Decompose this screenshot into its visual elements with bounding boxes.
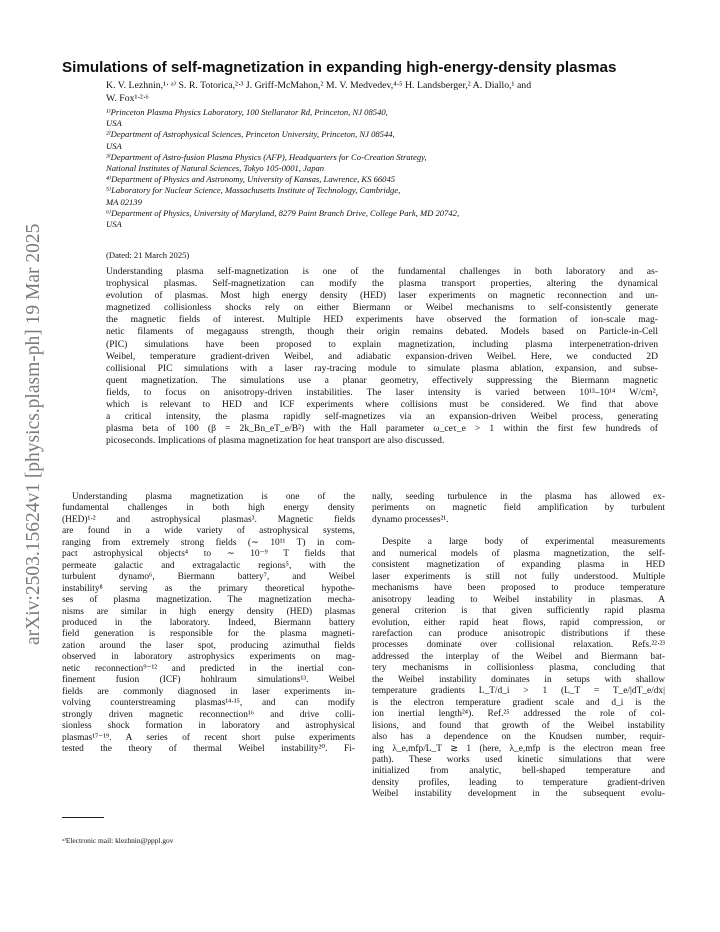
- affiliation-line: ⁶⁾Department of Physics, University of Maryland, 8279 Paint Branch Drive, College Park, MD 20742,: [106, 207, 460, 218]
- abstract-line: quent magnetization. The simulations use a planar geometry, effectively suppressing the Biermann magnetic: [106, 374, 658, 386]
- body-line: instability⁸ serving as the primary theoretical hypothe-: [62, 583, 355, 594]
- abstract-line: Understanding plasma self-magnetization is one of the fundamental challenges in both laboratory and as-: [106, 266, 658, 277]
- abstract-line: collisional PIC simulations with a laser ray-tracing module to simulate plasma ablation, expansion, and subse-: [106, 362, 658, 374]
- affiliation-line: ⁵⁾Laboratory for Nuclear Science, Massachusetts Institute of Technology, Cambridge,: [106, 185, 401, 196]
- body-line: permeate galactic and extragalactic regions⁵, with the: [62, 560, 355, 571]
- body-line: Despite a large body of experimental measurements: [382, 537, 665, 548]
- affiliation-line: ¹⁾Princeton Plasma Physics Laboratory, 100 Stellarator Rd, Princeton, NJ 08540,: [106, 107, 388, 117]
- body-line: processes dominate over collisional relaxation. Refs.²²ᐧ²³: [372, 640, 665, 651]
- body-line: lisions, and found that growth of the Weibel instability: [372, 720, 665, 731]
- paragraph-gap: [372, 526, 665, 537]
- body-column-right: [372, 492, 665, 801]
- body-line: produced in the laboratory. Indeed, Biermann battery: [62, 617, 355, 628]
- abstract-line: plasma beta of 100 (β = 2k_Bn_eT_e/B²) with the Hall parameter ω_ceτ_e > 1 within the first few hundreds of: [106, 423, 658, 435]
- body-line: observed in laboratory astrophysics experiments on mag-: [62, 652, 355, 663]
- body-line: ranging from extremely strong fields (∼ 10¹¹ T) in com-: [62, 537, 355, 548]
- body-line: nisms are similar in high energy density (HED) plasmas: [62, 606, 355, 617]
- body-line: dynamo processes²¹.: [372, 514, 449, 525]
- body-line: are found in a wide variety of astrophysical systems,: [62, 526, 355, 537]
- body-line: Weibel instability development in the subsequent evolu-: [372, 789, 665, 800]
- footnote-email: ᵃ⁾Electronic mail: klezhnin@pppl.gov: [62, 836, 174, 845]
- abstract-line: netic filaments of megagauss strength, though their origin remains debated. Models based on Particle-in-Cell: [106, 326, 658, 338]
- body-line: sionless shock formation in laboratory and astrophysical: [62, 721, 355, 732]
- body-line: finement fusion (ICF) hohlraum simulations¹³. Weibel: [62, 675, 355, 686]
- paper-title: Simulations of self-magnetization in expanding high-energy-density plasmas: [62, 59, 617, 76]
- arxiv-identifier: arXiv:2503.15624v1 [physics.plasm-ph] 19 Mar 2025: [23, 223, 44, 645]
- abstract: [106, 266, 658, 447]
- affiliation-line: ³⁾Department of Astro-fusion Plasma Physics (AFP), Headquarters for Co-Creation Strategy,: [106, 151, 427, 162]
- abstract-line: a critical intensity, the plasma rapidly self-magnetizes via an expansion-driven Weibel process, generating: [106, 411, 658, 423]
- body-line: initialized from analytic, bell-shaped temperature and: [372, 766, 665, 777]
- date-line: (Dated: 21 March 2025): [106, 250, 190, 260]
- abstract-line: trophysical plasmas. Self-magnetization can modify the plasma transport properties, altering the dynamical: [106, 278, 658, 290]
- body-column-left: [62, 492, 355, 755]
- body-line: tery mechanisms in collisionless plasma, concluding that: [372, 663, 665, 674]
- body-line: turbulent dynamo⁶, Biermann battery⁷, and Weibel: [62, 572, 355, 583]
- body-line: also has a dependence on the Knudsen number, requir-: [372, 732, 665, 743]
- body-line: rarefaction can produce anisotropic distributions if these: [372, 628, 665, 639]
- abstract-line: fields, to focus on anisotropy-driven instabilities. The laser intensity is varied between 10¹³–10¹⁴ W/cm²,: [106, 386, 658, 398]
- author-line: K. V. Lezhnin,¹ᐧ ᵃ⁾ S. R. Totorica,²ᐧ³ J. Griff-McMahon,² M. V. Medvedev,⁴ᐧ⁵ H. Landsberger,² A. Diallo,¹ and: [106, 80, 532, 91]
- body-line: consistent magnetization of expanding plasma in HED: [372, 560, 665, 571]
- abstract-line: (PIC) simulations have been proposed to explain magnetization, including plasma interpenetration-driven: [106, 338, 658, 350]
- body-line: is the electron temperature gradient scale and d_i is the: [372, 697, 665, 708]
- body-line: fields are commonly diagnosed in laser experiments in-: [62, 686, 355, 697]
- affiliation-line: ²⁾Department of Astrophysical Sciences, Princeton University, Princeton, NJ 08544,: [106, 129, 395, 140]
- body-line: zation around the laser spot, producing azimuthal fields: [62, 640, 355, 651]
- abstract-line: Weibel, temperature gradient-driven Weibel, and adiabatic expansion-driven Weibel. Here, we conducted 2D: [106, 350, 658, 362]
- body-line: netic reconnection⁹⁻¹² and predicted in the inertial con-: [62, 663, 355, 674]
- affiliation-line: MA 02139: [106, 196, 142, 207]
- abstract-line: the magnetic fields of interest. Multiple HED experiments have observed the formation of ion-scale mag-: [106, 314, 658, 326]
- author-line: W. Fox¹ᐧ²ᐧ⁶: [106, 92, 149, 104]
- body-line: path). These works used kinetic simulations that were: [372, 754, 665, 765]
- body-line: addressed the interplay of the Weibel and Biermann bat-: [372, 651, 665, 662]
- body-line: temperature gradients L_T/d_i > 1 (L_T = T_e/|dT_e/dx|: [372, 686, 665, 697]
- body-line: (HED)¹ᐧ² and astrophysical plasmas³. Magnetic fields: [62, 514, 355, 525]
- body-line: anisotropy leading to Weibel instability in plasmas. A: [372, 594, 665, 605]
- body-line: density profiles, leading to temperature gradient-driven: [372, 777, 665, 788]
- abstract-line: evolution of plasmas. Most high energy density (HED) laser experiments on magnetic reconnection and un-: [106, 290, 658, 302]
- affiliations: [106, 107, 658, 230]
- body-line: general criterion is that given sufficiently rapid plasma: [372, 606, 665, 617]
- body-line: evolution, either rapid heat flows, rapid compression, or: [372, 617, 665, 628]
- affiliation-line: National Institutes of Natural Sciences, Tokyo 105-0001, Japan: [106, 163, 325, 174]
- body-line: ses of plasma magnetization. The magnetization mecha-: [62, 595, 355, 606]
- body-line: nally, seeding turbulence in the plasma has allowed ex-: [372, 492, 665, 502]
- body-line: plasmas¹⁷⁻¹⁹. A series of recent short pulse experiments: [62, 732, 355, 743]
- abstract-line: which is relevant to HED and ICF experiments where collisions must be considered. We find that above: [106, 399, 658, 411]
- body-line: the Weibel instability dominates in setups with shallow: [372, 674, 665, 685]
- body-line: fundamental challenges in both high energy density: [62, 503, 355, 514]
- affiliation-line: USA: [106, 118, 122, 129]
- affiliation-line: ⁴⁾Department of Physics and Astronomy, University of Kansas, Lawrence, KS 66045: [106, 174, 396, 185]
- author-list: [106, 80, 658, 105]
- body-line: volving counterstreaming plasmas¹⁴ᐧ¹⁵, and can modify: [62, 698, 355, 709]
- abstract-line: magnetized collisionless shocks rely on either Biermann or Weibel mechanisms to self-consistently generate: [106, 302, 658, 314]
- body-line: periments on magnetic field amplification by turbulent: [372, 503, 665, 514]
- abstract-line: picoseconds. Implications of plasma magnetization for heat transport are also discussed.: [106, 435, 445, 447]
- body-line: strongly driven magnetic reconnection¹⁶ and drive colli-: [62, 709, 355, 720]
- body-line: and numerical models of plasma magnetization, the self-: [372, 548, 665, 559]
- body-line: ing λ_e,mfp/L_T ≳ 1 (here, λ_e,mfp is the electron mean free: [372, 743, 665, 754]
- body-line: Understanding plasma magnetization is one of the: [72, 492, 355, 502]
- body-line: pact astrophysical objects⁴ to ∼ 10⁻⁹ T fields that: [62, 549, 355, 560]
- body-line: field generation is responsible for the plasma magneti-: [62, 629, 355, 640]
- body-line: laser experiments is still not fully understood. Multiple: [372, 571, 665, 582]
- footnote-rule: [62, 817, 104, 818]
- body-line: mechanisms have been proposed to produce temperature: [372, 583, 665, 594]
- affiliation-line: USA: [106, 219, 122, 230]
- affiliation-line: USA: [106, 140, 122, 151]
- body-line: ion inertial length²⁴). Ref.²⁵ addressed the role of col-: [372, 709, 665, 720]
- body-line: tested the theory of thermal Weibel instability²⁰. Fi-: [62, 743, 355, 754]
